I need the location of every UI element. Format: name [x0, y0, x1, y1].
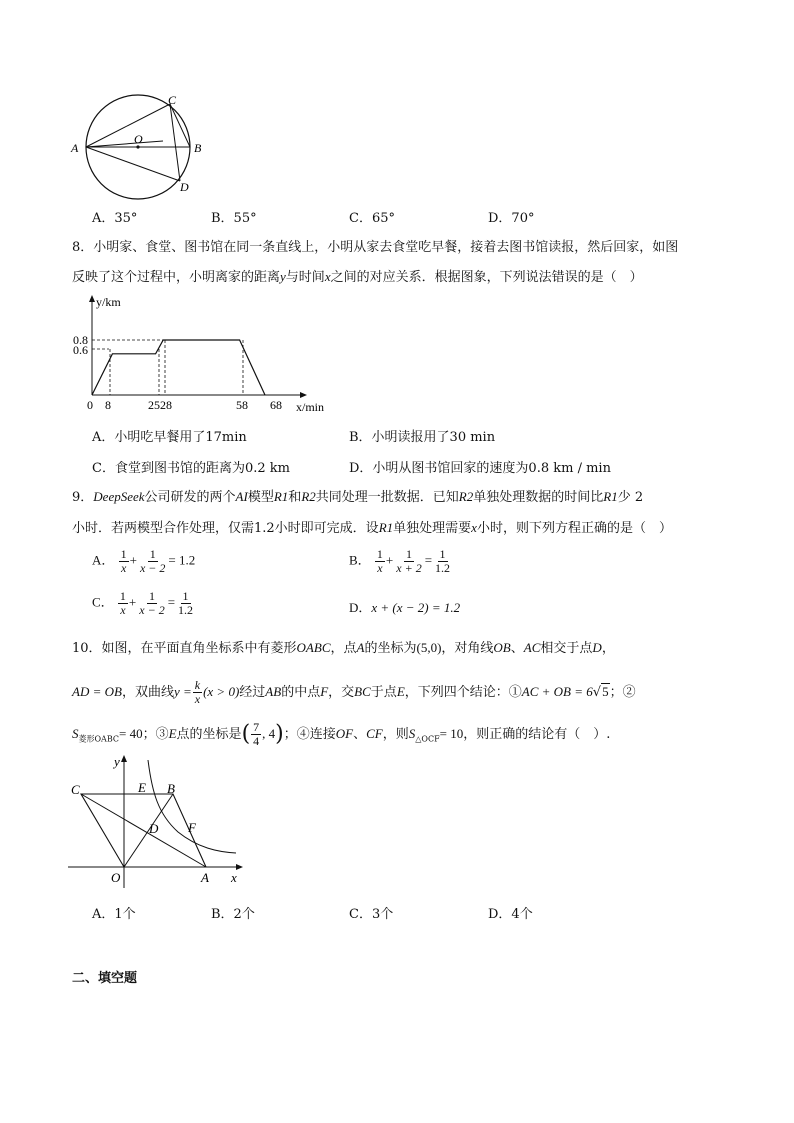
y-axis-label: y/km: [96, 295, 121, 309]
fig-label-A: A: [201, 870, 209, 885]
fig-label-x: x: [231, 870, 237, 885]
q8-option-b[interactable]: B．小明读报用了30 min: [349, 430, 496, 445]
q8-line-2: 反映了这个过程中，小明离家的距离y与时间x之间的对应关系．根据图象，下列说法错误的是（ ）: [72, 269, 643, 285]
q9-option-d[interactable]: D．x + (x − 2) = 1.2: [349, 600, 461, 615]
label-O: O: [134, 132, 143, 146]
q9-line-1: 9．DeepSeek公司研发的两个AI模型R1和R2共同处理一批数据．已知R2单独处理数据的时间比R1少 2: [72, 489, 644, 505]
xtick-68: 68: [270, 398, 282, 412]
q10-option-d[interactable]: D．4个: [488, 907, 533, 922]
fig-label-B: B: [167, 781, 175, 796]
q8-option-a[interactable]: A．小明吃早餐用了17min: [92, 430, 247, 445]
q10-line-1: 10．如图，在平面直角坐标系中有菱形OABC，点A的坐标为(5,0)，对角线OB、AC相交于点D，: [72, 640, 615, 656]
x-axis-label: x/min: [296, 400, 325, 414]
label-A: A: [71, 141, 79, 155]
q10-line-3: $S_{菱形OABC}= 40$；③E点的坐标是( $\frac{7}{4}$ , 4)；④连接OF、CF，则$S_{\triangle OCF}= 10$，则正确的结论有（ ）.: [72, 720, 611, 748]
fig-label-y: y: [114, 754, 120, 769]
origin-label: 0: [87, 398, 93, 412]
fig-label-E: E: [138, 780, 146, 795]
q7-option-d[interactable]: D．70°: [488, 211, 535, 226]
fig-label-C: C: [71, 782, 80, 797]
section-heading: 二、填空题: [72, 971, 138, 986]
label-B: B: [194, 141, 202, 155]
q8-line-1: 8．小明家、食堂、图书馆在同一条直线上，小明从家去食堂吃早餐，接着去图书馆读报，然后回家，如图: [72, 240, 679, 255]
q9-option-b[interactable]: B． $\frac{1}{x}$ + $\frac{1}{x + 2}$ = $\frac{1}{1.2}$: [349, 547, 451, 575]
q10-option-a[interactable]: A．1个: [92, 907, 136, 922]
rhombus-figure: [68, 752, 258, 890]
q10-option-b[interactable]: B．2个: [211, 907, 255, 922]
circle-figure: [68, 92, 218, 202]
ytick-0.8: 0.8: [73, 333, 88, 347]
q9-option-a[interactable]: A． $\frac{1}{x}$ + $\frac{1}{x - 2}$ = 1.2: [92, 547, 196, 575]
q9-option-c[interactable]: C． $\frac{1}{x}$ + $\frac{1}{x - 2}$ = $\frac{1}{1.2}$: [92, 589, 194, 617]
q9-line-2: 小时．若两模型合作处理，仅需1.2小时即可完成．设R1单独处理需要x小时，则下列方程正确的是（ ）: [72, 520, 672, 536]
q8-option-c[interactable]: C．食堂到图书馆的距离为0.2 km: [92, 461, 290, 476]
xtick-8: 8: [105, 398, 111, 412]
q10-option-c[interactable]: C．3个: [349, 907, 394, 922]
q7-option-b[interactable]: B．55°: [211, 211, 257, 226]
fig-label-D: D: [149, 821, 159, 836]
fig-label-O: O: [111, 870, 121, 885]
xtick-58: 58: [236, 398, 248, 412]
q7-option-a[interactable]: A．35°: [92, 211, 138, 226]
q8-option-d[interactable]: D．小明从图书馆回家的速度为0.8 km / min: [349, 461, 611, 476]
q7-option-c[interactable]: C．65°: [349, 211, 395, 226]
q10-line-2: AD = OB，双曲线y = $\frac{k}{x}$ (x > 0)经过AB的中点F，交BC于点E，下列四个结论：①AC + OB = 6√5；②: [72, 678, 636, 706]
xtick-2528: 2528: [148, 398, 172, 412]
fig-label-F: F: [188, 820, 196, 835]
label-C: C: [168, 93, 177, 107]
label-D: D: [180, 180, 189, 194]
ytick-0.6: 0.6: [73, 343, 88, 357]
q8-series-line: [92, 340, 265, 395]
distance-time-graph: [70, 292, 340, 416]
